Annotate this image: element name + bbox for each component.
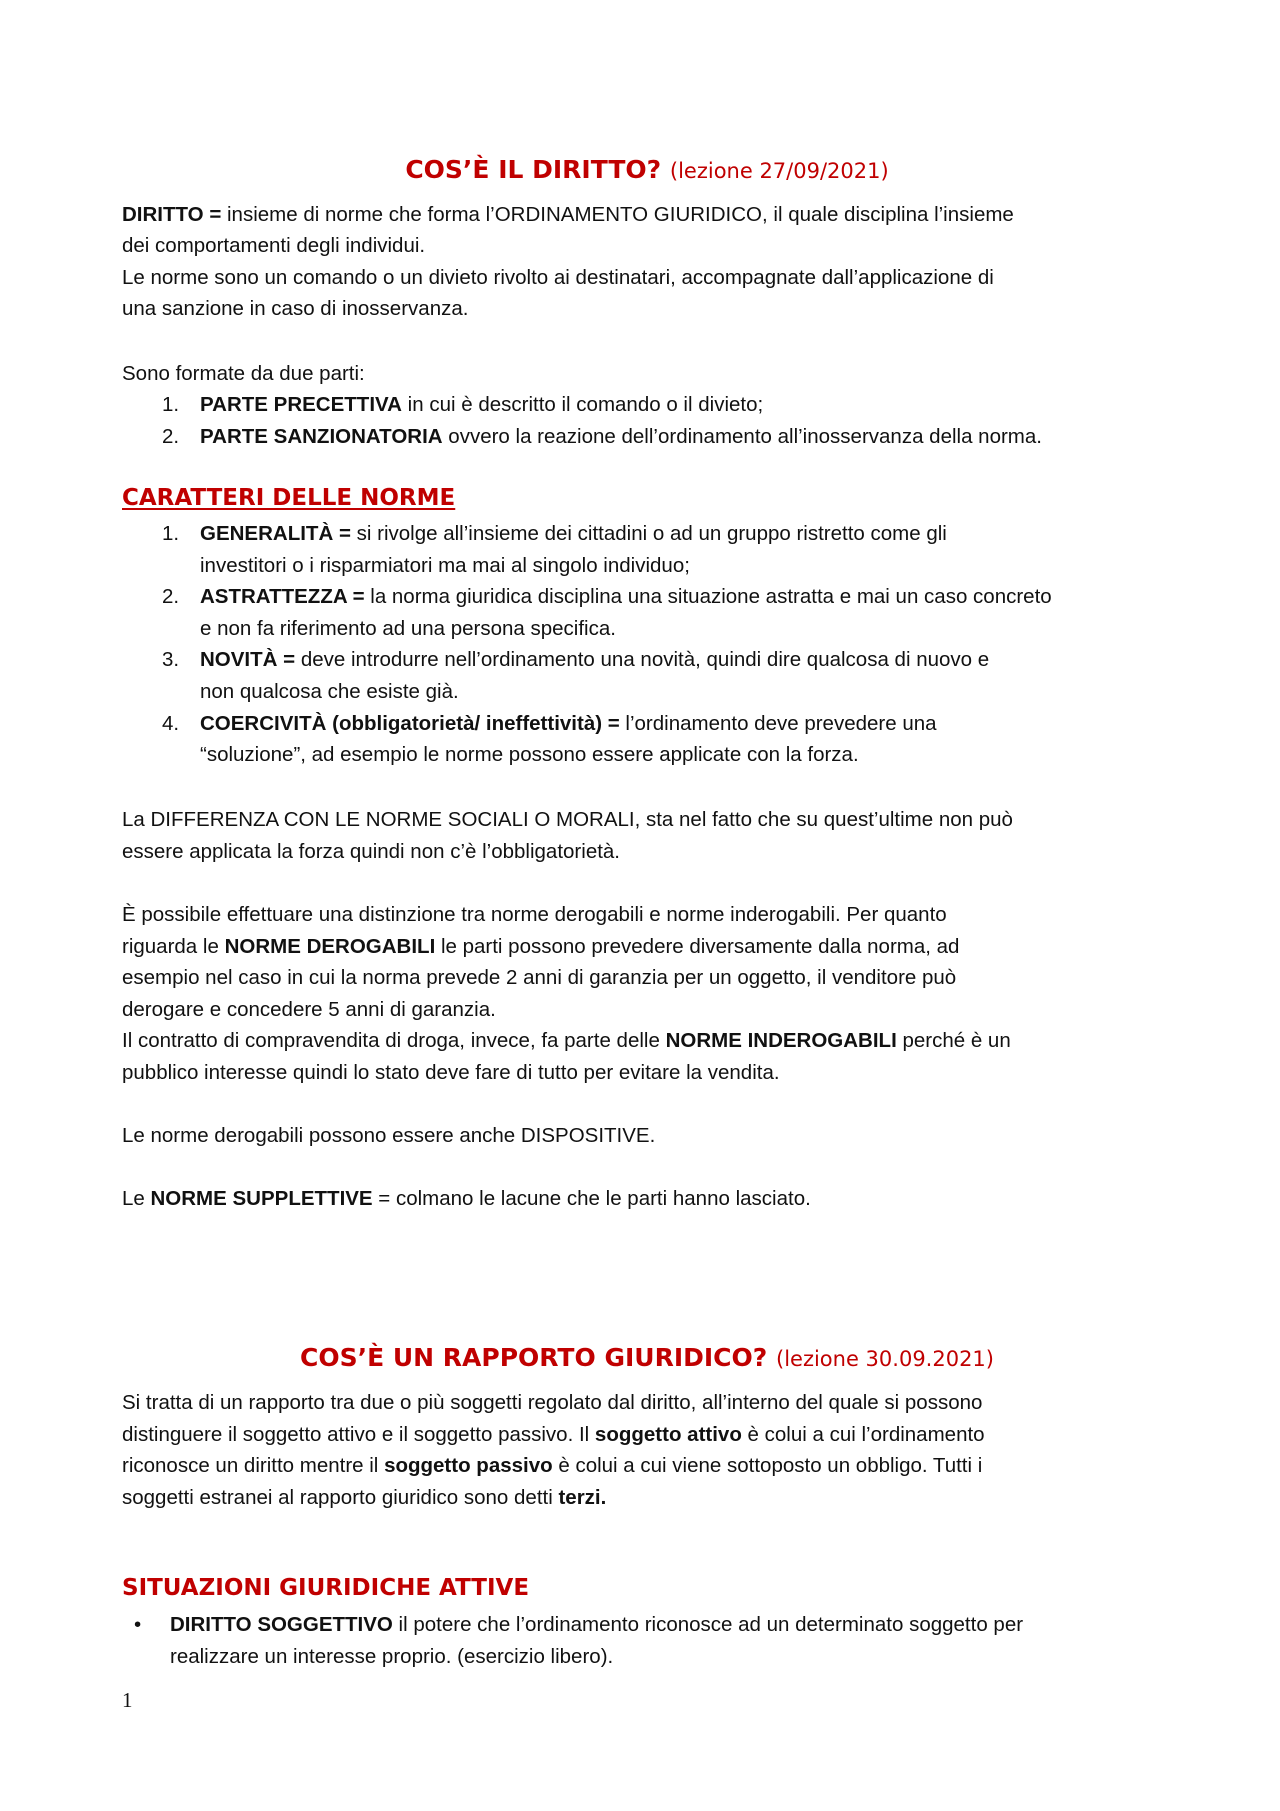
paragraph-line: distinguere il soggetto attivo e il soggetto passivo. Il soggetto attivo è colui a cui l’ordinamento bbox=[122, 1423, 985, 1446]
list-number: 3. bbox=[162, 648, 180, 671]
paragraph-line: una sanzione in caso di inosservanza. bbox=[122, 297, 469, 320]
paragraph-line: dei comportamenti degli individui. bbox=[122, 234, 426, 257]
parts-intro: Sono formate da due parti: bbox=[122, 362, 365, 385]
paragraph-line: La DIFFERENZA CON LE NORME SOCIALI O MORALI, sta nel fatto che su quest’ultime non può bbox=[122, 808, 1013, 831]
title-date: (lezione 27/09/2021) bbox=[669, 159, 889, 183]
list-item: GENERALITÀ = si rivolge all’insieme dei cittadini o ad un gruppo ristretto come gli bbox=[200, 522, 947, 545]
list-item: PARTE PRECETTIVA in cui è descritto il comando o il divieto; bbox=[200, 393, 764, 416]
lesson-title-2 bbox=[122, 1343, 1172, 1372]
section-heading: CARATTERI DELLE NORME bbox=[122, 485, 456, 511]
paragraph-line: È possibile effettuare una distinzione tra norme derogabili e norme inderogabili. Per quanto bbox=[122, 903, 947, 926]
title-main: COS’È IL DIRITTO? bbox=[405, 155, 662, 184]
lesson-title-1 bbox=[122, 155, 1172, 184]
list-item-cont: “soluzione”, ad esempio le norme possono essere applicate con la forza. bbox=[200, 743, 859, 766]
paragraph-line: riconosce un diritto mentre il soggetto passivo è colui a cui viene sottoposto un obbligo. Tutti i bbox=[122, 1454, 983, 1477]
paragraph-line: Si tratta di un rapporto tra due o più soggetti regolato dal diritto, all’interno del quale si possono bbox=[122, 1391, 983, 1414]
list-item: PARTE SANZIONATORIA ovvero la reazione dell’ordinamento all’inosservanza della norma. bbox=[200, 425, 1042, 448]
list-number: 2. bbox=[162, 585, 180, 608]
list-item-cont: investitori o i risparmiatori ma mai al singolo individuo; bbox=[200, 554, 690, 577]
list-number: 2. bbox=[162, 425, 180, 448]
paragraph-line: essere applicata la forza quindi non c’è l’obbligatorietà. bbox=[122, 840, 621, 863]
list-item: COERCIVITÀ (obbligatorietà/ ineffettività) = l’ordinamento deve prevedere una bbox=[200, 712, 937, 735]
paragraph-line: Le norme sono un comando o un divieto rivolto ai destinatari, accompagnate dall’applicazione di bbox=[122, 266, 994, 289]
title-main: COS’È UN RAPPORTO GIURIDICO? bbox=[300, 1343, 768, 1372]
paragraph-line: esempio nel caso in cui la norma prevede 2 anni di garanzia per un oggetto, il venditore può bbox=[122, 966, 957, 989]
paragraph-line: DIRITTO = insieme di norme che forma l’ORDINAMENTO GIURIDICO, il quale disciplina l’insieme bbox=[122, 203, 1014, 226]
paragraph-line: derogare e concedere 5 anni di garanzia. bbox=[122, 998, 496, 1021]
paragraph-line: Il contratto di compravendita di droga, invece, fa parte delle NORME INDEROGABILI perché è un bbox=[122, 1029, 1011, 1052]
list-item-cont: non qualcosa che esiste già. bbox=[200, 680, 459, 703]
paragraph-line: Le NORME SUPPLETTIVE = colmano le lacune che le parti hanno lasciato. bbox=[122, 1187, 811, 1210]
title-date: (lezione 30.09.2021) bbox=[776, 1347, 994, 1371]
paragraph-line: riguarda le NORME DEROGABILI le parti possono prevedere diversamente dalla norma, ad bbox=[122, 935, 960, 958]
list-number: 1. bbox=[162, 522, 180, 545]
list-item: NOVITÀ = deve introdurre nell’ordinamento una novità, quindi dire qualcosa di nuovo e bbox=[200, 648, 990, 671]
paragraph-line: pubblico interesse quindi lo stato deve fare di tutto per evitare la vendita. bbox=[122, 1061, 780, 1084]
paragraph-line: Le norme derogabili possono essere anche DISPOSITIVE. bbox=[122, 1124, 656, 1147]
list-number: 1. bbox=[162, 393, 180, 416]
list-item: DIRITTO SOGGETTIVO il potere che l’ordinamento riconosce ad un determinato soggetto per bbox=[170, 1613, 1024, 1636]
bullet-icon: • bbox=[134, 1613, 142, 1636]
list-item-cont: realizzare un interesse proprio. (esercizio libero). bbox=[170, 1645, 614, 1668]
list-item: ASTRATTEZZA = la norma giuridica disciplina una situazione astratta e mai un caso concreto bbox=[200, 585, 1052, 608]
page-number: 1 bbox=[122, 1688, 133, 1712]
list-item-cont: e non fa riferimento ad una persona specifica. bbox=[200, 617, 616, 640]
section-heading: SITUAZIONI GIURIDICHE ATTIVE bbox=[122, 1575, 530, 1601]
list-number: 4. bbox=[162, 712, 180, 735]
paragraph-line: soggetti estranei al rapporto giuridico sono detti terzi. bbox=[122, 1486, 607, 1509]
